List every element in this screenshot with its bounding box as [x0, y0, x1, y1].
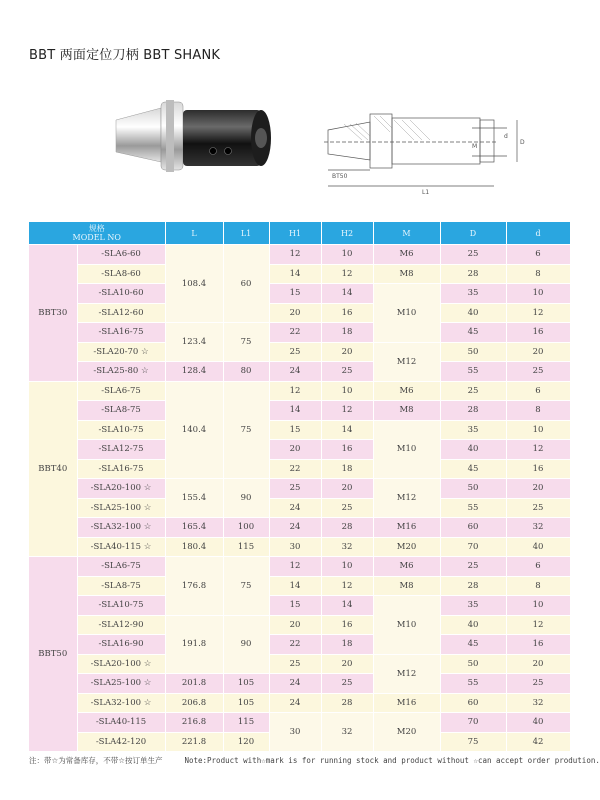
M-cell: M10: [373, 420, 440, 479]
H1-cell: 25: [269, 342, 321, 362]
H2-cell: 32: [321, 713, 373, 752]
table-row: [29, 479, 570, 499]
H1-cell: 14: [269, 264, 321, 284]
D-cell: 28: [440, 264, 506, 284]
L-cell: 206.8: [165, 693, 223, 713]
table-row: [29, 654, 570, 674]
model-cell: -SLA42-120: [77, 732, 165, 752]
header-L1: L1: [223, 222, 269, 245]
H2-cell: 14: [321, 596, 373, 616]
model-cell: -SLA40-115: [77, 713, 165, 733]
M-cell: M8: [373, 401, 440, 421]
model-cell: -SLA25-100 ☆: [77, 498, 165, 518]
group-label: BBT50: [29, 557, 77, 752]
H2-cell: 28: [321, 693, 373, 713]
H2-cell: 18: [321, 635, 373, 655]
L-cell: 108.4: [165, 245, 223, 323]
M-cell: M20: [373, 537, 440, 557]
table-row: [29, 693, 570, 713]
H2-cell: 10: [321, 245, 373, 265]
d-cell: 25: [506, 498, 570, 518]
header-H2: H2: [321, 222, 373, 245]
header-H1: H1: [269, 222, 321, 245]
H1-cell: 22: [269, 635, 321, 655]
M-cell: M6: [373, 245, 440, 265]
H1-cell: 20: [269, 303, 321, 323]
H2-cell: 10: [321, 381, 373, 401]
table-row: [29, 303, 570, 323]
H2-cell: 25: [321, 674, 373, 694]
model-cell: -SLA20-100 ☆: [77, 479, 165, 499]
H1-cell: 20: [269, 615, 321, 635]
table-header-row: [29, 222, 570, 245]
H1-cell: 24: [269, 498, 321, 518]
d-cell: 25: [506, 362, 570, 382]
H2-cell: 16: [321, 615, 373, 635]
L1-cell: 100: [223, 518, 269, 538]
M-cell: M12: [373, 342, 440, 381]
model-cell: -SLA25-100 ☆: [77, 674, 165, 694]
D-cell: 28: [440, 576, 506, 596]
model-cell: -SLA20-70 ☆: [77, 342, 165, 362]
header-model-cn: 规格: [88, 224, 105, 233]
footnote-cn: 注：带☆为常备库存，不带☆按订单生产: [29, 756, 163, 765]
drawing-label-m: M: [472, 143, 478, 150]
L-cell: 180.4: [165, 537, 223, 557]
model-cell: -SLA8-75: [77, 401, 165, 421]
model-cell: -SLA6-75: [77, 381, 165, 401]
M-cell: M12: [373, 654, 440, 693]
L-cell: 123.4: [165, 323, 223, 362]
d-cell: 42: [506, 732, 570, 752]
H2-cell: 25: [321, 362, 373, 382]
footnote: [29, 755, 600, 766]
table-row: [29, 362, 570, 382]
model-cell: -SLA20-100 ☆: [77, 654, 165, 674]
M-cell: M10: [373, 596, 440, 655]
L1-cell: 105: [223, 674, 269, 694]
H2-cell: 14: [321, 284, 373, 304]
model-cell: -SLA16-75: [77, 323, 165, 343]
L1-cell: 90: [223, 479, 269, 518]
L1-cell: 115: [223, 537, 269, 557]
D-cell: 50: [440, 342, 506, 362]
model-cell: -SLA16-75: [77, 459, 165, 479]
H2-cell: 16: [321, 303, 373, 323]
d-cell: 8: [506, 264, 570, 284]
model-cell: -SLA8-75: [77, 576, 165, 596]
D-cell: 25: [440, 245, 506, 265]
H2-cell: 28: [321, 518, 373, 538]
H2-cell: 14: [321, 420, 373, 440]
d-cell: 12: [506, 440, 570, 460]
D-cell: 50: [440, 479, 506, 499]
table-row: [29, 440, 570, 460]
d-cell: 20: [506, 342, 570, 362]
H2-cell: 16: [321, 440, 373, 460]
M-cell: M10: [373, 284, 440, 343]
table-row: [29, 498, 570, 518]
header-model: [29, 222, 165, 245]
L1-cell: 90: [223, 615, 269, 674]
H1-cell: 22: [269, 459, 321, 479]
model-cell: -SLA10-75: [77, 420, 165, 440]
d-cell: 40: [506, 537, 570, 557]
L-cell: 165.4: [165, 518, 223, 538]
H1-cell: 15: [269, 596, 321, 616]
H1-cell: 25: [269, 654, 321, 674]
footnote-en: Note:Product with☆mark is for running stock and product without ☆can accept order prodution.: [184, 756, 600, 765]
header-model-en: MODEL NO: [72, 233, 121, 242]
H1-cell: 25: [269, 479, 321, 499]
d-cell: 10: [506, 284, 570, 304]
d-cell: 32: [506, 693, 570, 713]
D-cell: 35: [440, 596, 506, 616]
d-cell: 32: [506, 518, 570, 538]
L1-cell: 60: [223, 245, 269, 323]
L-cell: 191.8: [165, 615, 223, 674]
D-cell: 45: [440, 323, 506, 343]
H2-cell: 25: [321, 498, 373, 518]
M-cell: M6: [373, 381, 440, 401]
M-cell: M8: [373, 264, 440, 284]
H1-cell: 14: [269, 576, 321, 596]
d-cell: 25: [506, 674, 570, 694]
D-cell: 60: [440, 518, 506, 538]
H1-cell: 24: [269, 674, 321, 694]
M-cell: M8: [373, 576, 440, 596]
D-cell: 75: [440, 732, 506, 752]
table-row: [29, 264, 570, 284]
D-cell: 70: [440, 537, 506, 557]
H1-cell: 24: [269, 362, 321, 382]
model-cell: -SLA8-60: [77, 264, 165, 284]
H1-cell: 20: [269, 440, 321, 460]
D-cell: 35: [440, 420, 506, 440]
d-cell: 16: [506, 323, 570, 343]
model-cell: -SLA12-75: [77, 440, 165, 460]
D-cell: 40: [440, 615, 506, 635]
M-cell: M12: [373, 479, 440, 518]
header-d: d: [506, 222, 570, 245]
model-cell: -SLA10-75: [77, 596, 165, 616]
D-cell: 55: [440, 362, 506, 382]
model-cell: -SLA12-60: [77, 303, 165, 323]
header-L: L: [165, 222, 223, 245]
L-cell: 216.8: [165, 713, 223, 733]
table-row: [29, 401, 570, 421]
H1-cell: 12: [269, 381, 321, 401]
d-cell: 12: [506, 303, 570, 323]
H1-cell: 22: [269, 323, 321, 343]
model-cell: -SLA16-90: [77, 635, 165, 655]
L1-cell: 75: [223, 557, 269, 616]
table-row: [29, 518, 570, 538]
model-cell: -SLA32-100 ☆: [77, 693, 165, 713]
model-cell: -SLA12-90: [77, 615, 165, 635]
table-row: [29, 420, 570, 440]
H2-cell: 32: [321, 537, 373, 557]
H2-cell: 18: [321, 323, 373, 343]
H2-cell: 20: [321, 342, 373, 362]
drawing-label-d: d: [504, 133, 508, 140]
L1-cell: 80: [223, 362, 269, 382]
drawing-label-bt: BT50: [332, 173, 348, 180]
L-cell: 201.8: [165, 674, 223, 694]
header-M: M: [373, 222, 440, 245]
D-cell: 45: [440, 459, 506, 479]
H1-cell: 12: [269, 245, 321, 265]
group-label: BBT40: [29, 381, 77, 557]
header-D: D: [440, 222, 506, 245]
D-cell: 40: [440, 303, 506, 323]
model-cell: -SLA6-75: [77, 557, 165, 577]
H1-cell: 15: [269, 420, 321, 440]
H2-cell: 12: [321, 401, 373, 421]
L1-cell: 75: [223, 381, 269, 479]
d-cell: 8: [506, 401, 570, 421]
D-cell: 55: [440, 674, 506, 694]
table-row: [29, 635, 570, 655]
M-cell: M6: [373, 557, 440, 577]
d-cell: 6: [506, 381, 570, 401]
model-cell: -SLA32-100 ☆: [77, 518, 165, 538]
D-cell: 25: [440, 381, 506, 401]
L-cell: 155.4: [165, 479, 223, 518]
table-row: [29, 576, 570, 596]
d-cell: 6: [506, 245, 570, 265]
page-title: BBT 两面定位刀柄 BBT SHANK: [29, 48, 221, 63]
d-cell: 10: [506, 596, 570, 616]
table-row: [29, 537, 570, 557]
model-cell: -SLA10-60: [77, 284, 165, 304]
H1-cell: 12: [269, 557, 321, 577]
L1-cell: 120: [223, 732, 269, 752]
d-cell: 12: [506, 615, 570, 635]
H2-cell: 10: [321, 557, 373, 577]
d-cell: 8: [506, 576, 570, 596]
D-cell: 25: [440, 557, 506, 577]
H1-cell: 14: [269, 401, 321, 421]
d-cell: 20: [506, 479, 570, 499]
D-cell: 70: [440, 713, 506, 733]
H1-cell: 24: [269, 693, 321, 713]
d-cell: 40: [506, 713, 570, 733]
table-row: [29, 713, 570, 733]
group-label: BBT30: [29, 245, 77, 382]
table-row: [29, 557, 570, 577]
L1-cell: 75: [223, 323, 269, 362]
L-cell: 128.4: [165, 362, 223, 382]
model-cell: -SLA40-115 ☆: [77, 537, 165, 557]
table-row: [29, 674, 570, 694]
D-cell: 60: [440, 693, 506, 713]
D-cell: 28: [440, 401, 506, 421]
H2-cell: 20: [321, 654, 373, 674]
H2-cell: 12: [321, 576, 373, 596]
drawing-label-D: D: [520, 139, 525, 146]
H1-cell: 15: [269, 284, 321, 304]
d-cell: 20: [506, 654, 570, 674]
D-cell: 35: [440, 284, 506, 304]
H1-cell: 24: [269, 518, 321, 538]
technical-drawing: [322, 98, 552, 198]
M-cell: M16: [373, 518, 440, 538]
table-row: [29, 459, 570, 479]
table-row: [29, 381, 570, 401]
drawing-label-l1: L1: [422, 189, 430, 196]
spec-table: [29, 222, 571, 752]
model-cell: -SLA25-80 ☆: [77, 362, 165, 382]
table-row: [29, 323, 570, 343]
table-row: [29, 284, 570, 304]
d-cell: 10: [506, 420, 570, 440]
M-cell: M16: [373, 693, 440, 713]
L-cell: 140.4: [165, 381, 223, 479]
D-cell: 50: [440, 654, 506, 674]
H2-cell: 18: [321, 459, 373, 479]
M-cell: M20: [373, 713, 440, 752]
table-row: [29, 615, 570, 635]
d-cell: 6: [506, 557, 570, 577]
table-row: [29, 245, 570, 265]
H2-cell: 12: [321, 264, 373, 284]
D-cell: 45: [440, 635, 506, 655]
d-cell: 16: [506, 459, 570, 479]
tool-holder-photo: [106, 90, 296, 190]
H1-cell: 30: [269, 713, 321, 752]
model-cell: -SLA6-60: [77, 245, 165, 265]
L1-cell: 105: [223, 693, 269, 713]
D-cell: 55: [440, 498, 506, 518]
L-cell: 221.8: [165, 732, 223, 752]
table-row: [29, 342, 570, 362]
H1-cell: 30: [269, 537, 321, 557]
H2-cell: 20: [321, 479, 373, 499]
L1-cell: 115: [223, 713, 269, 733]
d-cell: 16: [506, 635, 570, 655]
L-cell: 176.8: [165, 557, 223, 616]
table-row: [29, 596, 570, 616]
D-cell: 40: [440, 440, 506, 460]
